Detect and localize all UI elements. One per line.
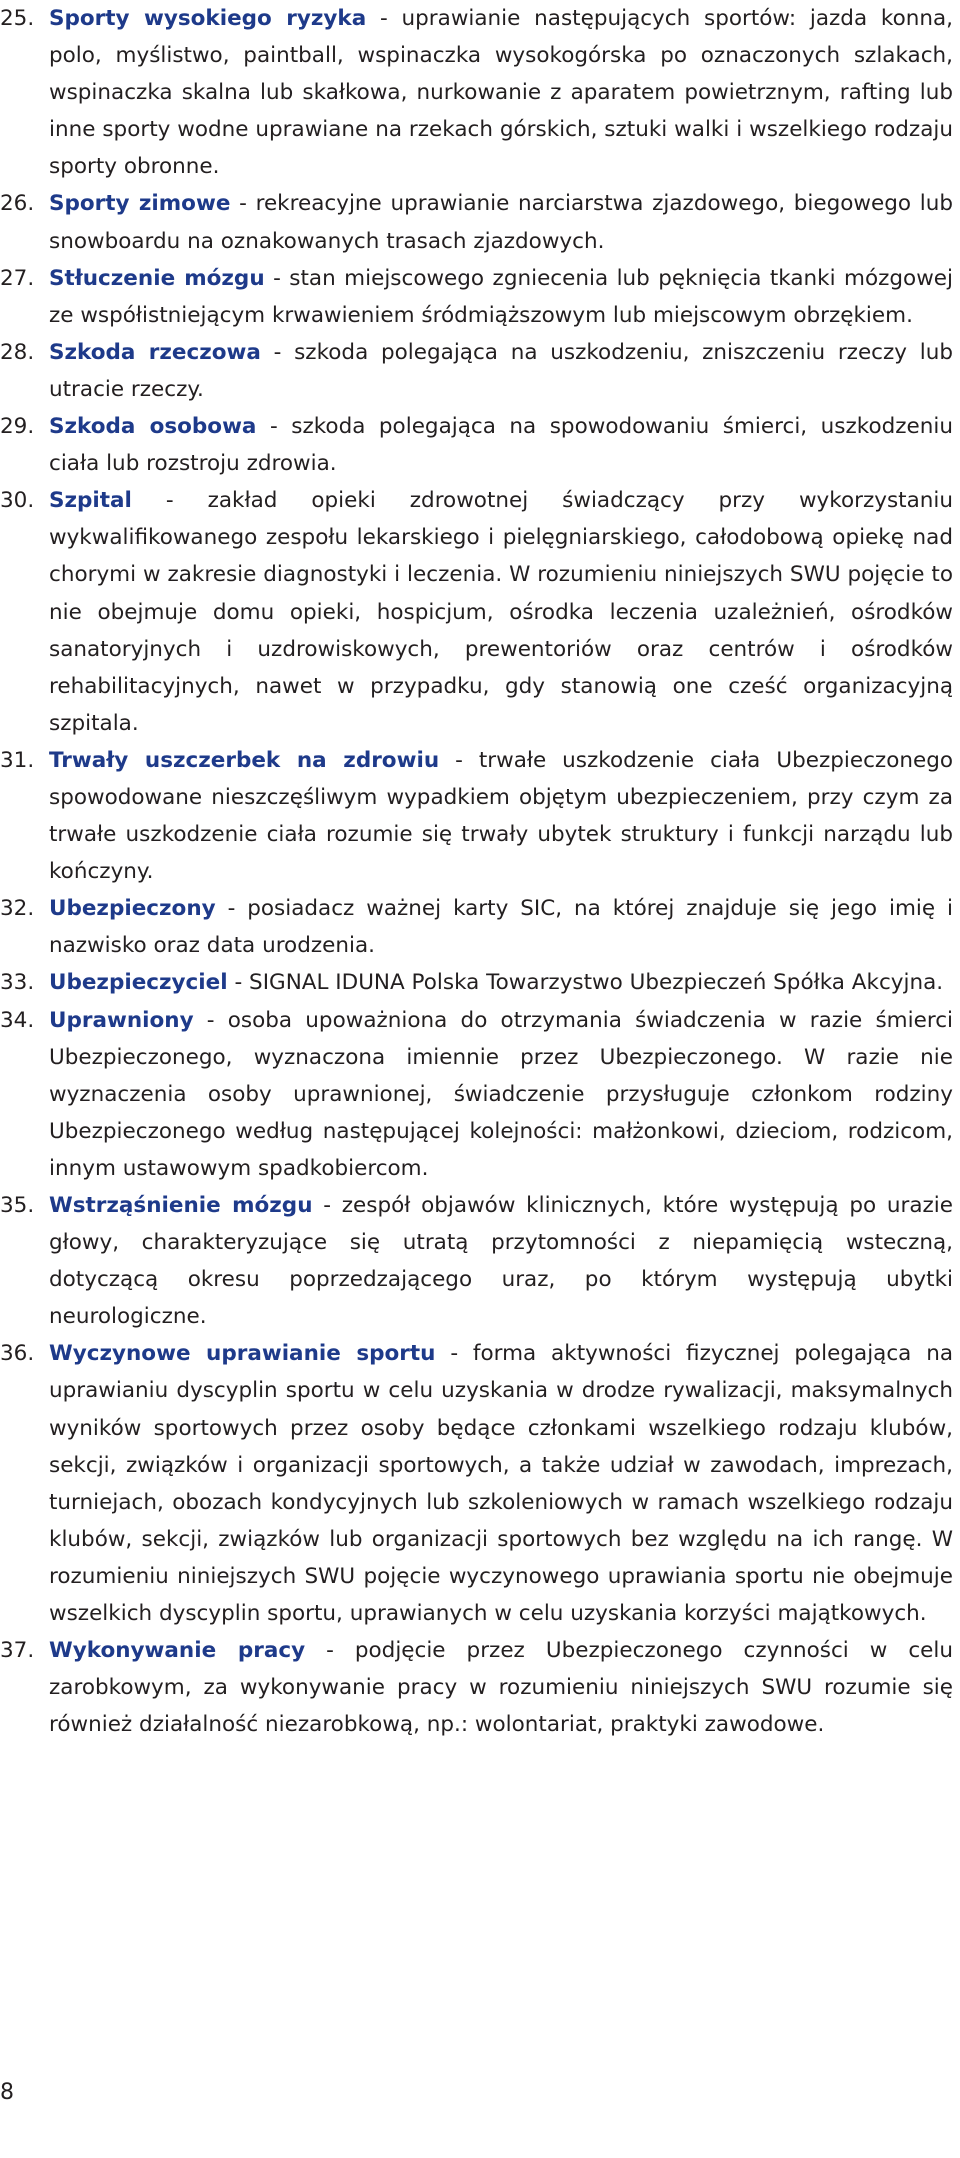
- definition-term: Wstrząśnienie mózgu: [49, 1193, 313, 1218]
- definition-text: - osoba upoważniona do otrzymania świadczenia w razie śmierci Ubezpieczonego, wyznaczona imiennie przez Ubezpieczonego. W razie nie wyznaczenia osoby uprawnionej, świadczenie przysługuje członkom rodziny Ubezpieczonego według następującej kolejności: małżonkowi, dzieciom, rodzicom, innym ustawowym spadkobiercom.: [49, 1007, 953, 1181]
- definition-number: 25.: [0, 6, 35, 31]
- definition-term: Stłuczenie mózgu: [49, 265, 265, 291]
- definition-text: - zespół objawów klinicznych, które występują po urazie głowy, charakteryzujące się utratą przytomności z niepamięcią wsteczną, dotyczącą okresu poprzedzającego uraz, po którym występują ubytki neurologiczne.: [49, 1193, 953, 1330]
- definition-text: - forma aktywności fizycznej polegająca na uprawianiu dyscyplin sportu w celu uzyskania w drodze rywalizacji, maksymalnych wyników sportowych przez osoby będące członkami wszelkiego rodzaju klubów, sekcji, związków i organizacji sportowych, a także udział w zawodach, imprezach, turniejach, obozach kondycyjnych lub szkoleniowych w ramach wszelkiego rodzaju klubów, sekcji, związków lub organizacji sportowych bez względu na ich rangę. W rozumieniu niniejszych SWU pojęcie wyczynowego uprawiania sportu nie obejmuje wszelkich dyscyplin sportu, uprawianych w celu uzyskania korzyści majątkowych.: [49, 1341, 953, 1627]
- definition-term: Ubezpieczony: [49, 896, 216, 922]
- definition-text: - uprawianie następujących sportów: jazda konna, polo, myślistwo, paintball, wspinaczka wysokogórska po oznaczonych szlakach, wspinaczka skalna lub skałkowa, nurkowanie z aparatem powietrznym, rafting lub inne sporty wodne uprawiane na rzekach górskich, sztuki walki i wszelkiego rodzaju sporty obronne.: [49, 6, 954, 180]
- definition-term: Sporty wysokiego ryzyka: [49, 6, 367, 31]
- definition-text: - zakład opieki zdrowotnej świadczący przy wykorzystaniu wykwalifikowanego zespołu lekarskiego i pielęgniarskiego, całodobową opiekę nad chorymi w zakresie diagnostyki i leczenia. W rozumieniu niniejszych SWU pojęcie to nie obejmuje domu opieki, hospicjum, ośrodka leczenia uzależnień, ośrodków sanatoryjnych i uzdrowiskowych, prewentoriów oraz centrów i ośrodków rehabilitacyjnych, nawet w przypadku, gdy stanowią one cześć organizacyjną szpitala.: [49, 488, 953, 736]
- definition-item: [0, 0, 953, 185]
- definition-text: - trwałe uszkodzenie ciała Ubezpieczonego spowodowane nieszczęśliwym wypadkiem objętym ubezpieczeniem, przy czym za trwałe uszkodzenie ciała rozumie się trwały ubytek struktury i funkcji narządu lub kończyny.: [49, 747, 953, 885]
- definition-term: Trwały uszczerbek na zdrowiu: [49, 747, 440, 773]
- definition-number: 31.: [0, 747, 35, 773]
- definition-number: 30.: [0, 488, 35, 514]
- definition-number: 26.: [0, 191, 35, 217]
- definition-number: 27.: [0, 265, 35, 291]
- definition-text: - podjęcie przez Ubezpieczonego czynności w celu zarobkowym, za wykonywanie pracy w rozumieniu niniejszych SWU rozumie się również działalność niezarobkową, np.: wolontariat, praktyki zawodowe.: [49, 1638, 953, 1738]
- definition-item: [0, 185, 953, 259]
- definition-item: [0, 1632, 953, 1743]
- definition-term: Wykonywanie pracy: [49, 1638, 306, 1664]
- definition-item: [0, 482, 953, 742]
- definition-number: 34.: [0, 1007, 35, 1033]
- definition-term: Sporty zimowe: [49, 191, 231, 217]
- definition-item: [0, 1187, 953, 1335]
- definition-term: Szkoda osobowa: [49, 414, 257, 440]
- definition-text: - posiadacz ważnej karty SIC, na której znajduje się jego imię i nazwisko oraz data urodzenia.: [49, 896, 953, 959]
- definition-text: - szkoda polegająca na spowodowaniu śmierci, uszkodzeniu ciała lub rozstroju zdrowia.: [49, 414, 953, 477]
- definition-number: 36.: [0, 1341, 35, 1367]
- definition-term: Szkoda rzeczowa: [49, 339, 261, 365]
- definition-number: 29.: [0, 414, 35, 440]
- definition-number: 37.: [0, 1638, 35, 1664]
- definition-item: [0, 1002, 953, 1187]
- definition-number: 32.: [0, 896, 35, 922]
- definition-number: 33.: [0, 970, 35, 996]
- definition-item: [0, 890, 953, 964]
- page-number: 8: [0, 2080, 14, 2105]
- definition-number: 28.: [0, 339, 35, 365]
- definition-number: 35.: [0, 1193, 35, 1218]
- definition-item: [0, 408, 953, 482]
- definition-text: - szkoda polegająca na uszkodzeniu, zniszczeniu rzeczy lub utracie rzeczy.: [49, 339, 953, 402]
- definition-text: - rekreacyjne uprawianie narciarstwa zjazdowego, biegowego lub snowboardu na oznakowanych trasach zjazdowych.: [49, 191, 953, 254]
- definition-item: [0, 964, 953, 1001]
- definition-item: [0, 742, 953, 890]
- definition-text: - stan miejscowego zgniecenia lub pęknięcia tkanki mózgowej ze współistniejącym krwawieniem śródmiąższowym lub miejscowym obrzękiem.: [49, 265, 953, 328]
- definition-item: [0, 1335, 953, 1632]
- definition-term: Wyczynowe uprawianie sportu: [49, 1341, 436, 1367]
- definition-term: Uprawniony: [49, 1007, 194, 1033]
- definition-term: Ubezpieczyciel: [49, 970, 228, 996]
- definition-text: - SIGNAL IDUNA Polska Towarzystwo Ubezpieczeń Spółka Akcyjna.: [227, 970, 944, 996]
- definition-term: Szpital: [49, 488, 132, 514]
- definition-item: [0, 260, 953, 334]
- definition-item: [0, 334, 953, 408]
